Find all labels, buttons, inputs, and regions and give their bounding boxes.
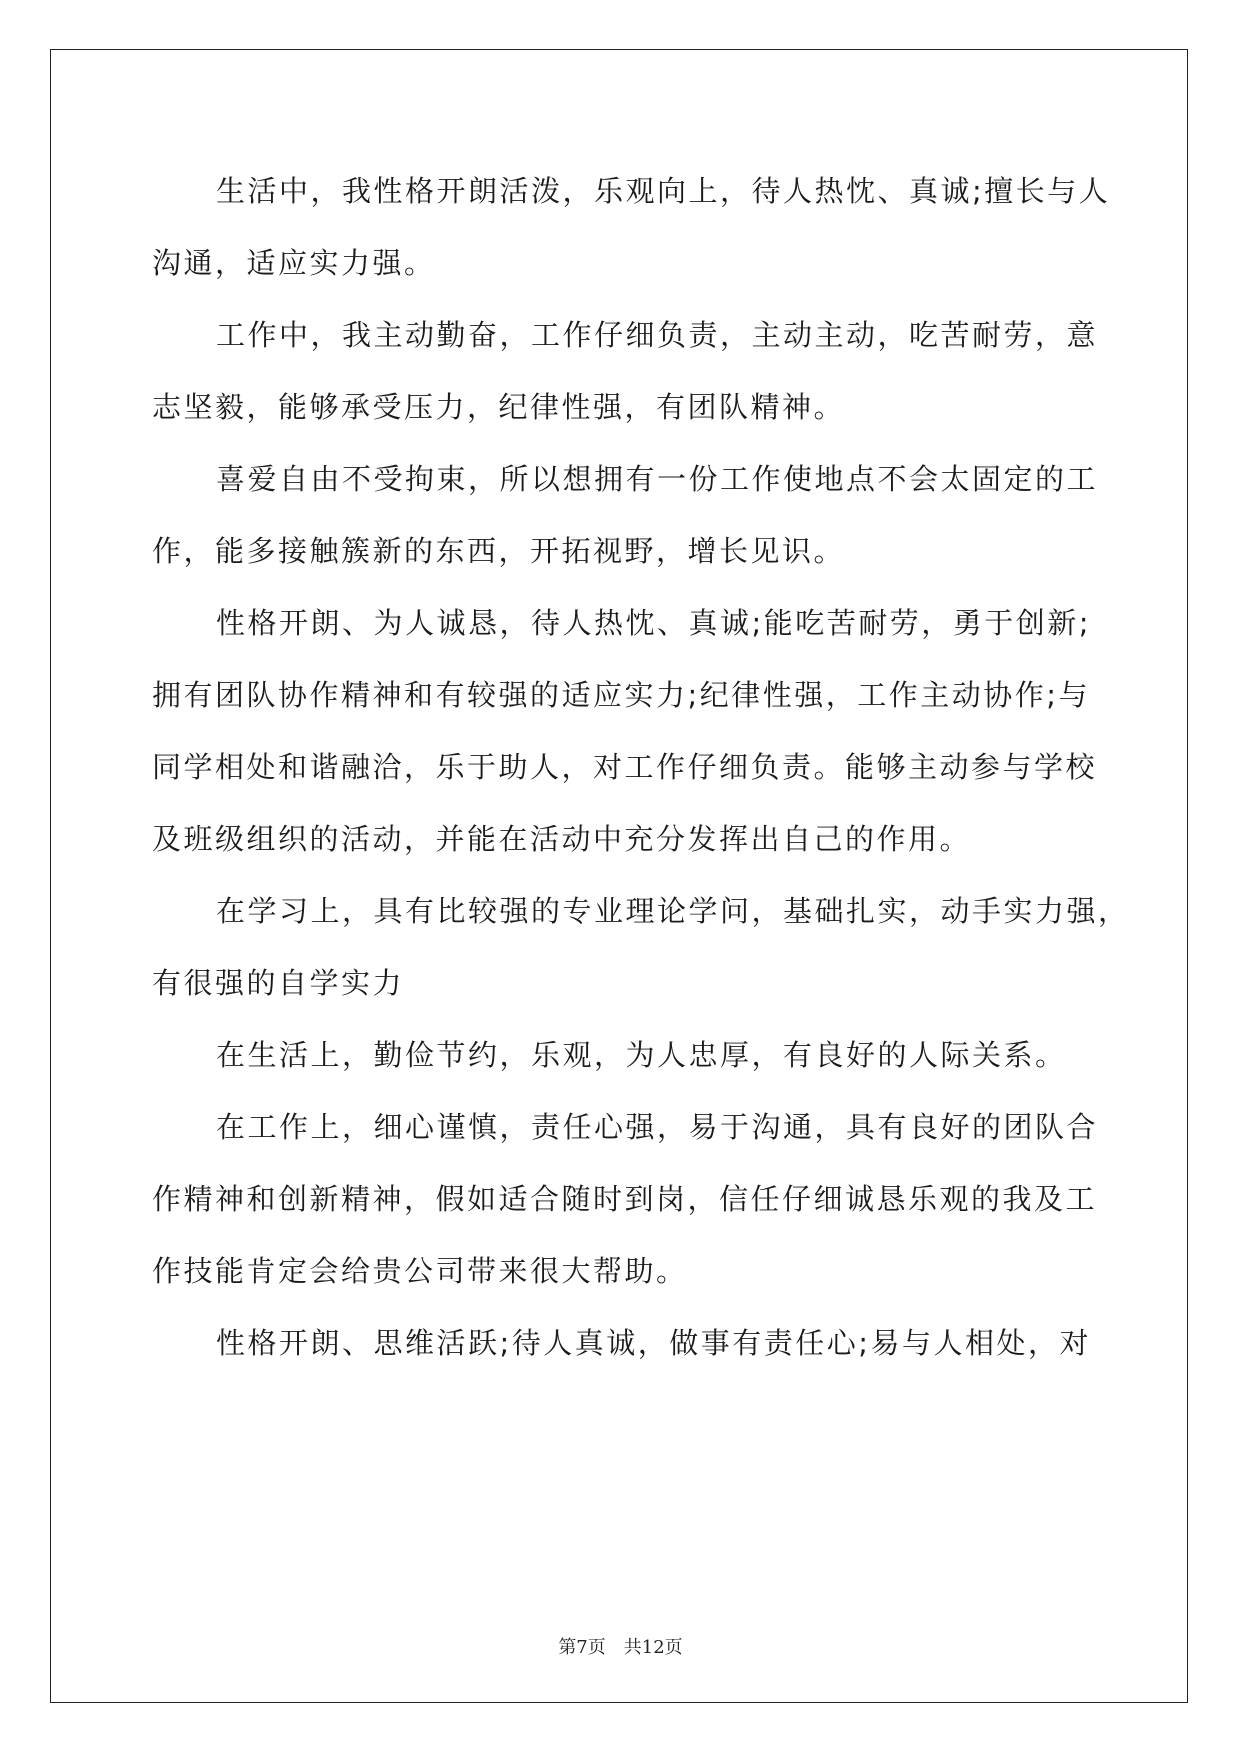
text-line: 在工作上，细心谨慎，责任心强，易于沟通，具有良好的团队合 (216, 1110, 1099, 1144)
text-line: 及班级组织的活动，并能在活动中充分发挥出自己的作用。 (152, 822, 972, 856)
text-line: 拥有团队协作精神和有较强的适应实力;纪律性强，工作主动协作;与 (152, 678, 1091, 712)
page-number: 第7页 (558, 1637, 606, 1658)
text-line: 在生活上，勤俭节约，乐观，为人忠厚，有良好的人际关系。 (216, 1038, 1067, 1072)
text-line: 作精神和创新精神，假如适合随时到岗，信任仔细诚恳乐观的我及工 (152, 1182, 1098, 1216)
document-body (152, 155, 1130, 1379)
page-total: 共12页 (623, 1637, 683, 1658)
text-line: 同学相处和谐融洽，乐于助人，对工作仔细负责。能够主动参与学校 (152, 750, 1098, 784)
text-line: 喜爱自由不受拘束，所以想拥有一份工作使地点不会太固定的工 (216, 462, 1099, 496)
text-line: 工作中，我主动勤奋，工作仔细负责，主动主动，吃苦耐劳，意 (216, 318, 1099, 352)
text-line: 生活中，我性格开朗活泼，乐观向上，待人热忱、真诚;擅长与人 (216, 174, 1111, 208)
text-line: 沟通，适应实力强。 (152, 246, 436, 280)
text-line: 作，能多接触簇新的东西，开拓视野，增长见识。 (152, 534, 846, 568)
text-line: 志坚毅，能够承受压力，纪律性强，有团队精神。 (152, 390, 846, 424)
text-line: 作技能肯定会给贵公司带来很大帮助。 (152, 1254, 688, 1288)
text-line: 有很强的自学实力 (152, 966, 405, 1000)
text-line: 性格开朗、思维活跃;待人真诚，做事有责任心;易与人相处，对 (216, 1326, 1092, 1360)
text-line: 在学习上，具有比较强的专业理论学问，基础扎实，动手实力强， (216, 894, 1130, 928)
text-line: 性格开朗、为人诚恳，待人热忱、真诚;能吃苦耐劳，勇于创新; (216, 606, 1092, 640)
page-footer (0, 1633, 1241, 1659)
